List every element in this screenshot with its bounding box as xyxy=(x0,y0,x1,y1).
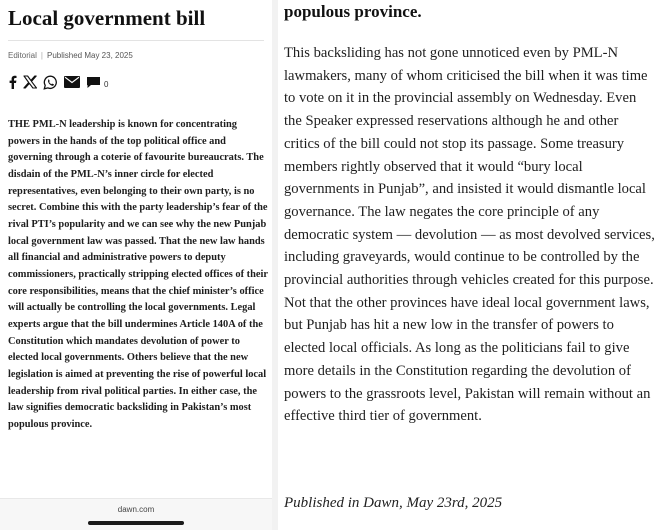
article-title: Local government bill xyxy=(8,6,206,30)
meta-separator: | xyxy=(40,51,43,60)
right-screenshot-panel xyxy=(278,0,660,530)
article-body-continued: This backsliding has not gone unnoticed even by PML-N lawmakers, many of whom criticised the bill when it was time to vote on it in the provincial assembly on Wednesday. Even the Speaker expressed reservations although he and other critics of the bill could not stop its passage. Some treasury members rightly observed that it would “bury local governments in Punjab”, and insisted it would dismantle local governance. The law negates the core principle of any democratic system — devolution — as most devolved services, including graveyards, would continue to be controlled by the provincial authorities through vehicles created for this purpose. Not that the other provinces have ideal local government laws, but Punjab has hit a new low in the transfer of powers to elected local officials. As long as the politicians fail to give more details in the Constitution regarding the devolution of powers to the grassroots level, Pakistan will remain without an effective third tier of government. xyxy=(284,45,655,425)
title-divider xyxy=(8,40,264,41)
browser-url[interactable]: dawn.com xyxy=(117,505,155,514)
category-link[interactable]: Editorial xyxy=(8,51,37,60)
browser-bottom-bar xyxy=(0,498,272,530)
whatsapp-icon[interactable] xyxy=(43,75,58,90)
comment-icon[interactable] xyxy=(86,76,101,89)
facebook-icon[interactable] xyxy=(8,75,17,89)
comment-count: 0 xyxy=(104,79,109,89)
x-icon[interactable] xyxy=(23,75,37,89)
article-body-text: THE PML-N leadership is known for concentrating powers in the hands of the top political office and governing through a coterie of favourite bureaucrats. The disdain of the PML-N’s inner circle for elected representatives, even belonging to their own party, is no secret. Combine this with the party leadership’s fear of the rival PTI’s popularity and we can see why the new Punjab local government law was passed. That the new law hands all financial and administrative powers to deputy commissioners, practically stripping elected offices of their core responsibilities, means that the chief minister’s office will actually be controlling the local governments. Legal experts argue that the bill undermines Article 140A of the Constitution which mandates devolution of power to elected local governments. Others believe that the new legislation is aimed at preventing the rise of powerful local leadership from rival political parties. In either case, the law signifies democratic backsliding in Pakistan’s most populous province. xyxy=(8,119,268,430)
publication-note: Published in Dawn, May 23rd, 2025 xyxy=(284,495,503,511)
publish-date: Published May 23, 2025 xyxy=(46,51,133,60)
share-bar xyxy=(8,74,108,90)
email-icon[interactable] xyxy=(64,76,80,88)
left-screenshot-panel xyxy=(0,0,272,530)
article-meta xyxy=(8,51,133,60)
continued-line: populous province. xyxy=(284,2,422,21)
home-indicator xyxy=(88,521,184,525)
